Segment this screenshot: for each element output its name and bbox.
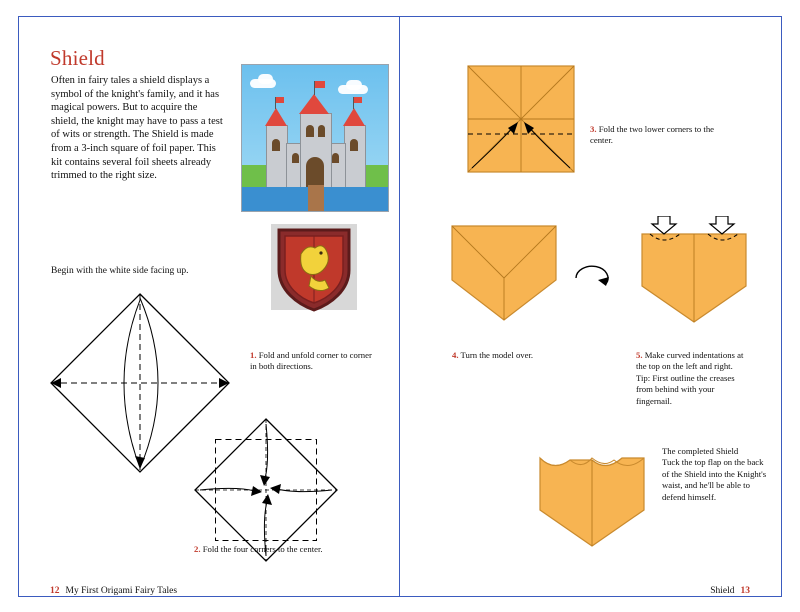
- completed-caption: [662, 446, 772, 503]
- step-4-text: Turn the model over.: [460, 350, 534, 360]
- step-2-caption: [194, 544, 344, 555]
- intro-paragraph: Often in fairy tales a shield displays a symbol of the knight's family, and it has magical powers. But to acquire the shield, the knight may have to pass a test of wits or strength. The Shield is made from a 3-inch square of foil paper. This kit contains several foil sheets already trimmed to the right size.: [51, 75, 223, 182]
- diagram-step-5: [636, 216, 752, 326]
- page-title: Shield: [50, 46, 105, 70]
- castle-illustration: [241, 64, 389, 212]
- step-5-caption: [636, 350, 748, 407]
- section-title-footer: Shield: [710, 586, 735, 596]
- lion-shield-crest: [271, 224, 357, 314]
- step-4-number: 4.: [452, 350, 459, 360]
- footer-left: [50, 586, 177, 596]
- step-2-text: Fold the four corners to the center.: [202, 544, 323, 554]
- page-number-left: 12: [50, 586, 60, 596]
- book-title-footer: My First Origami Fairy Tales: [65, 586, 178, 596]
- step-3-number: 3.: [590, 124, 597, 134]
- step-3-caption: [590, 124, 715, 147]
- footer-right: [710, 586, 750, 596]
- step-5-text: Make curved indentations at the top on the left and right. Tip: First outline the creases from behind with your fingernail.: [636, 350, 744, 406]
- diagram-step-4: [450, 224, 558, 324]
- diagram-completed-shield: [534, 440, 650, 550]
- left-page: [18, 16, 399, 597]
- step-1-text: Fold and unfold corner to corner in both directions.: [250, 350, 372, 372]
- step-4-caption: [452, 350, 572, 361]
- step-2-number: 2.: [194, 544, 201, 554]
- begin-note: Begin with the white side facing up.: [51, 266, 189, 276]
- turn-over-arrow-icon: [570, 258, 616, 298]
- diagram-step-3: [466, 64, 576, 174]
- step-1-caption: [250, 350, 380, 373]
- completed-text: Tuck the top flap on the back of the Shield into the Knight's waist, and he'll be able to defend himself.: [662, 457, 767, 502]
- page-number-right: 13: [740, 586, 750, 596]
- completed-heading: The completed Shield: [662, 446, 739, 456]
- step-3-text: Fold the two lower corners to the center.: [590, 124, 715, 146]
- step-5-number: 5.: [636, 350, 643, 360]
- right-page: [400, 16, 782, 597]
- step-1-number: 1.: [250, 350, 257, 360]
